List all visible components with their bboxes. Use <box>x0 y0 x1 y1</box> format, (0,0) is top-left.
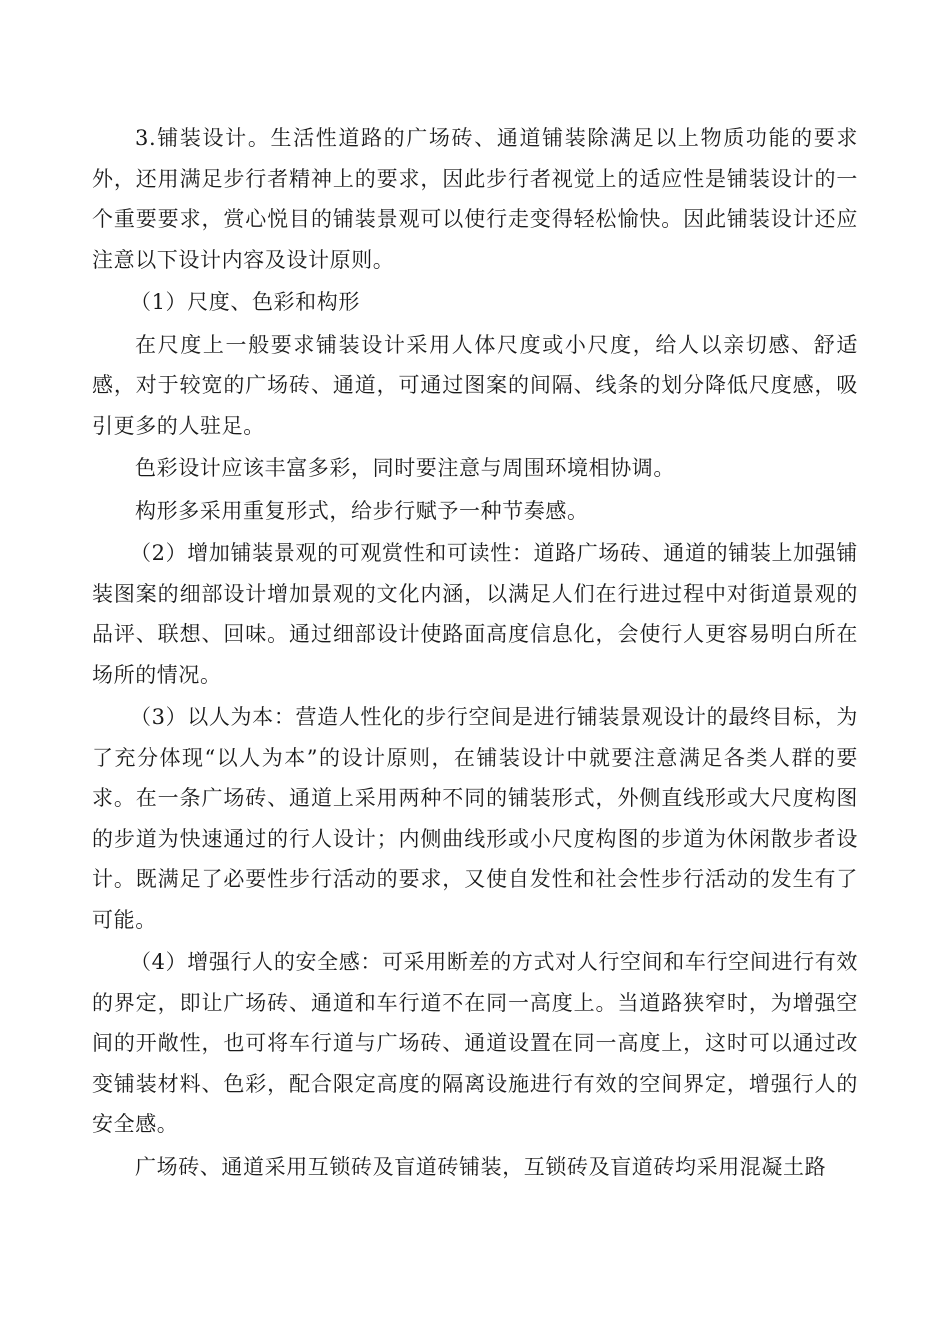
paragraph-people-oriented: （3）以人为本：营造人性化的步行空间是进行铺装景观设计的最终目标，为了充分体现“以人为本”的设计原则，在铺装设计中就要注意满足各类人群的要求。在一条广场砖、通道上采用两种不同的铺装形式，外侧直线形或大尺度构图的步道为快速通过的行人设计；内侧曲线形或小尺度构图的步道为休闲散步者设计。既满足了必要性步行活动的要求，又使自发性和社会性步行活动的发生有了可能。 <box>92 705 858 932</box>
paragraph-color: 色彩设计应该丰富多彩，同时要注意与周围环境相协调。 <box>135 456 675 480</box>
paragraph-ornamental-readability: （2）增加铺装景观的可观赏性和可读性：道路广场砖、通道的铺装上加强铺装图案的细部设计增加景观的文化内涵，以满足人们在行进过程中对街道景观的品评、联想、回味。通过细部设计使路面高度信息化，会使行人更容易明白所在场所的情况。 <box>92 541 858 687</box>
paragraph-scale: 在尺度上一般要求铺装设计采用人体尺度或小尺度，给人以亲切感、舒适感，对于较宽的广场砖、通道，可通过图案的间隔、线条的划分降低尺度感，吸引更多的人驻足。 <box>92 332 858 438</box>
paragraph-interlocking-bricks: 广场砖、通道采用互锁砖及盲道砖铺装，互锁砖及盲道砖均采用混凝土路 <box>135 1154 827 1179</box>
paragraph-form: 构形多采用重复形式，给步行赋予一种节奏感。 <box>135 498 589 523</box>
paragraph-pedestrian-safety: （4）增强行人的安全感：可采用断差的方式对人行空间和车行空间进行有效的界定，即让广场砖、通道和车行道不在同一高度上。当道路狭窄时，为增强空间的开敞性，也可将车行道与广场砖、通道设置在同一高度上，这时可以通过改变铺装材料、色彩，配合限定高度的隔离设施进行有效的空间界定，增强行人的安全感。 <box>92 950 858 1136</box>
paragraph-heading-scale-color-form: （1）尺度、色彩和构形 <box>130 290 360 314</box>
paragraph-paving-design: 3.铺装设计。生活性道路的广场砖、通道铺装除满足以上物质功能的要求外，还用满足步行者精神上的要求，因此步行者视觉上的适应性是铺装设计的一个重要要求，赏心悦目的铺装景观可以使行走变得轻松愉快。因此铺装设计还应注意以下设计内容及设计原则。 <box>92 126 858 272</box>
